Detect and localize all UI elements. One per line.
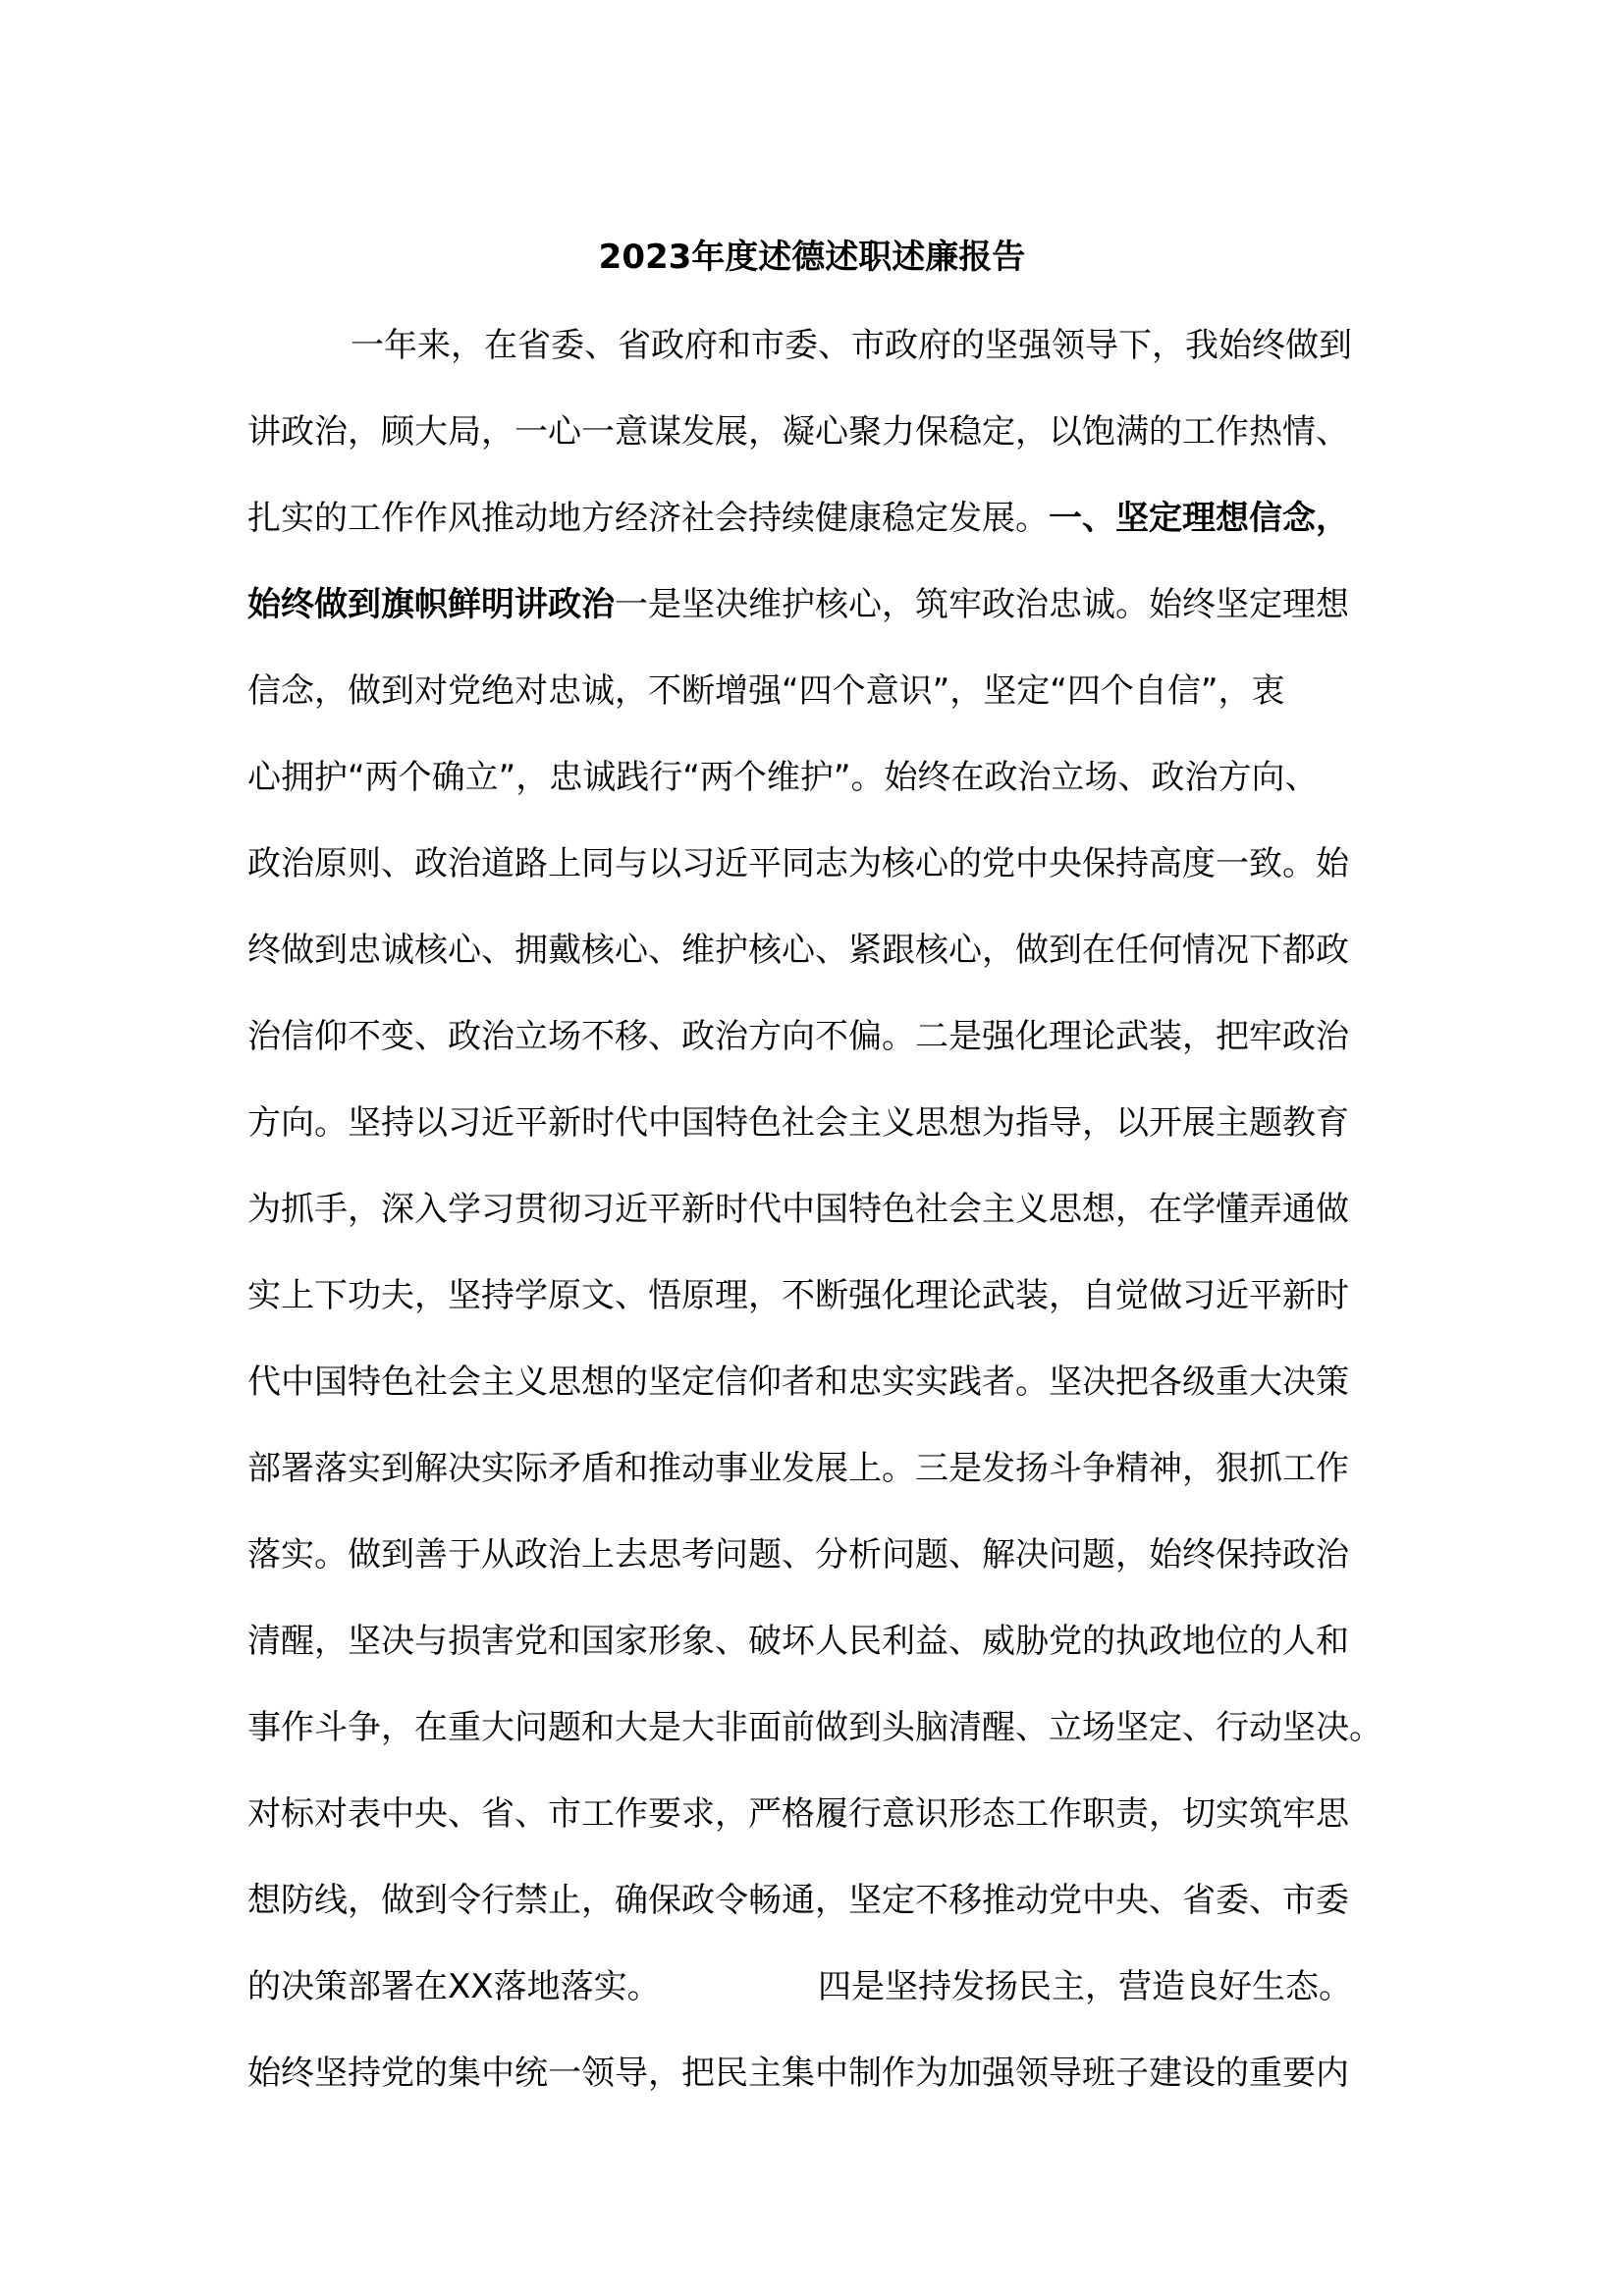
paragraph-line: 部署落实到解决实际矛盾和推动事业发展上。三是发扬斗争精神，狠抓工作 [247, 1449, 1349, 1488]
paragraph-line: 为抓手，深入学习贯彻习近平新时代中国特色社会主义思想，在学懂弄通做 [247, 1190, 1349, 1229]
paragraph-text: 扎实的工作作风推动地方经济社会持续健康稳定发展。 [247, 499, 1049, 538]
document-title: 2023年度述德述职述廉报告 [598, 238, 1026, 277]
paragraph-line: 终做到忠诚核心、拥戴核心、维护核心、紧跟核心，做到在任何情况下都政 [247, 931, 1349, 970]
paragraph-line: 的决策部署在XX落地落实。 [247, 1967, 661, 2006]
paragraph-line: 落实。做到善于从政治上去思考问题、分析问题、解决问题，始终保持政治 [247, 1535, 1349, 1575]
paragraph-line: 信念，做到对党绝对忠诚，不断增强“四个意识”，坚定“四个自信”，衷 [247, 671, 1285, 711]
paragraph-text: 一是坚决维护核心，筑牢政治忠诚。始终坚定理想 [615, 585, 1349, 624]
paragraph-line: 实上下功夫，坚持学原文、悟原理，不断强化理论武装，自觉做习近平新时 [247, 1276, 1349, 1315]
paragraph-line [247, 575, 1349, 634]
paragraph-line: 事作斗争，在重大问题和大是大非面前做到头脑清醒、立场坚定、行动坚决。 [247, 1708, 1382, 1747]
paragraph-line: 四是坚持发扬民主，营造良好生态。 [818, 1967, 1352, 2006]
paragraph-line: 政治原则、政治道路上同与以习近平同志为核心的党中央保持高度一致。始 [247, 844, 1349, 883]
paragraph-line: 清醒，坚决与损害党和国家形象、破坏人民利益、威胁党的执政地位的人和 [247, 1622, 1349, 1661]
paragraph-line [247, 489, 1349, 548]
section-heading: 始终做到旗帜鲜明讲政治 [247, 585, 615, 624]
paragraph-line: 方向。坚持以习近平新时代中国特色社会主义思想为指导，以开展主题教育 [247, 1103, 1349, 1143]
paragraph-line: 始终坚持党的集中统一领导，把民主集中制作为加强领导班子建设的重要内 [247, 2054, 1349, 2093]
paragraph-line: 讲政治，顾大局，一心一意谋发展，凝心聚力保稳定，以饱满的工作热情、 [247, 412, 1349, 452]
paragraph-line: 对标对表中央、省、市工作要求，严格履行意识形态工作职责，切实筑牢思 [247, 1794, 1349, 1834]
paragraph-line: 想防线，做到令行禁止，确保政令畅通，坚定不移推动党中央、省委、市委 [247, 1881, 1349, 1920]
paragraph-line: 一年来，在省委、省政府和市委、市政府的坚强领导下，我始终做到 [351, 326, 1352, 365]
paragraph-line: 心拥护“两个确立”，忠诚践行“两个维护”。始终在政治立场、政治方向、 [247, 758, 1319, 797]
paragraph-line: 代中国特色社会主义思想的坚定信仰者和忠实实践者。坚决把各级重大决策 [247, 1362, 1349, 1402]
paragraph-line: 治信仰不变、政治立场不移、政治方向不偏。二是强化理论武装，把牢政治 [247, 1017, 1349, 1056]
section-heading: 一、坚定理想信念， [1049, 499, 1349, 538]
